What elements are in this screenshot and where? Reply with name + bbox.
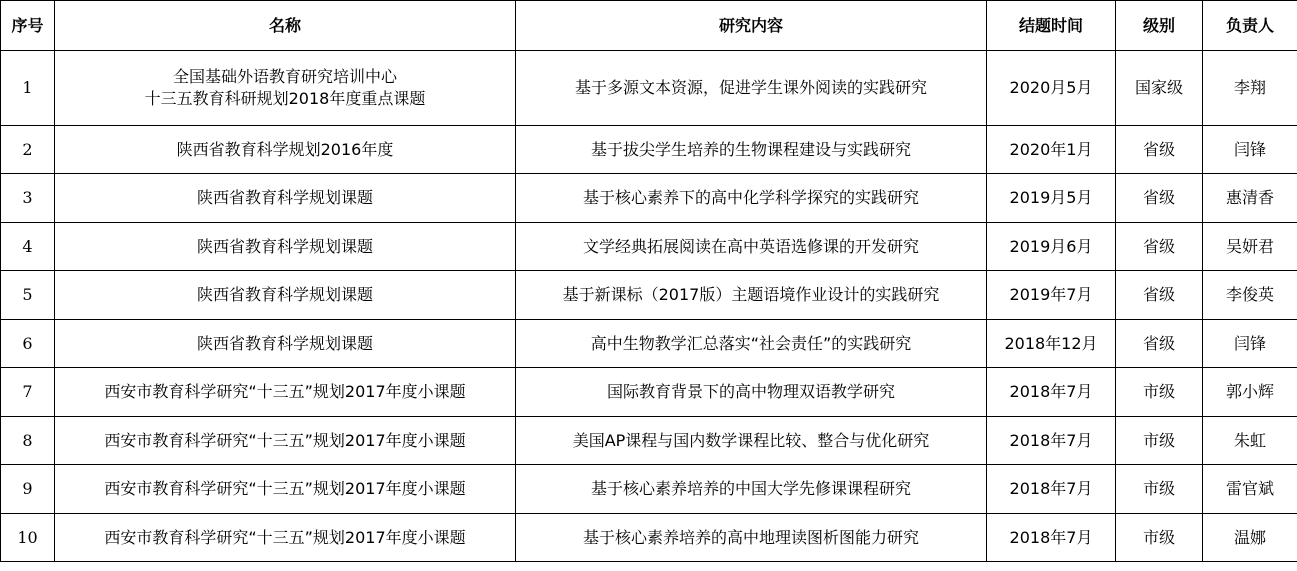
cell-name (55, 368, 516, 417)
cell-date: 2019年7月 (987, 271, 1116, 320)
cell-name (55, 126, 516, 174)
table-row (1, 126, 1297, 174)
cell-date: 2019月6月 (987, 223, 1116, 271)
cell-content: 美国AP课程与国内数学课程比较、整合与优化研究 (516, 417, 987, 465)
cell-index: 9 (1, 465, 55, 514)
cell-owner: 闫锋 (1203, 126, 1297, 174)
cell-name-line: 西安市教育科学研究“十三五”规划2017年度小课题 (104, 479, 466, 498)
cell-level: 省级 (1116, 223, 1203, 271)
cell-content: 基于新课标（2017版）主题语境作业设计的实践研究 (516, 271, 987, 320)
cell-date: 2018年12月 (987, 320, 1116, 368)
table-row (1, 51, 1297, 126)
table-row (1, 320, 1297, 368)
cell-name-line: 陕西省教育科学规划课题 (196, 285, 373, 304)
cell-owner: 李翔 (1203, 51, 1297, 126)
header-content: 研究内容 (516, 1, 987, 51)
table-row (1, 514, 1297, 562)
cell-name (55, 174, 516, 223)
cell-index: 7 (1, 368, 55, 417)
cell-index: 2 (1, 126, 55, 174)
cell-name-line: 西安市教育科学研究“十三五”规划2017年度小课题 (104, 382, 466, 401)
cell-name (55, 465, 516, 514)
cell-content: 国际教育背景下的高中物理双语教学研究 (516, 368, 987, 417)
cell-index: 1 (1, 51, 55, 126)
cell-date: 2018年7月 (987, 368, 1116, 417)
cell-name (55, 223, 516, 271)
cell-level: 国家级 (1116, 51, 1203, 126)
cell-name-line: 全国基础外语教育研究培训中心 (172, 67, 397, 86)
cell-name-line: 陕西省教育科学规划课题 (196, 188, 373, 207)
cell-name-line: 十三五教育科研规划2018年度重点课题 (144, 89, 426, 108)
cell-level: 市级 (1116, 417, 1203, 465)
cell-name-line: 陕西省教育科学规划2016年度 (176, 139, 394, 159)
cell-index: 5 (1, 271, 55, 320)
cell-index: 3 (1, 174, 55, 223)
header-index: 序号 (1, 1, 55, 51)
cell-index: 6 (1, 320, 55, 368)
cell-name-line: 陕西省教育科学规划课题 (196, 236, 373, 256)
cell-content: 基于多源文本资源，促进学生课外阅读的实践研究 (516, 51, 987, 126)
cell-owner: 李俊英 (1203, 271, 1297, 320)
cell-index: 10 (1, 514, 55, 562)
cell-name-line: 西安市教育科学研究“十三五”规划2017年度小课题 (104, 430, 466, 450)
cell-date: 2018年7月 (987, 417, 1116, 465)
cell-date: 2019月5月 (987, 174, 1116, 223)
cell-name-line: 西安市教育科学研究“十三五”规划2017年度小课题 (104, 527, 466, 547)
table-row (1, 223, 1297, 271)
table-row (1, 417, 1297, 465)
cell-owner: 郭小辉 (1203, 368, 1297, 417)
cell-content: 基于核心素养培养的中国大学先修课课程研究 (516, 465, 987, 514)
cell-owner: 雷官斌 (1203, 465, 1297, 514)
table-row (1, 271, 1297, 320)
cell-level: 省级 (1116, 320, 1203, 368)
table-header-row (1, 1, 1297, 51)
cell-name (55, 320, 516, 368)
cell-name-line: 陕西省教育科学规划课题 (196, 333, 373, 353)
cell-level: 省级 (1116, 271, 1203, 320)
cell-level: 市级 (1116, 514, 1203, 562)
cell-owner: 朱虹 (1203, 417, 1297, 465)
header-name: 名称 (55, 1, 516, 51)
cell-content: 高中生物教学汇总落实“社会责任”的实践研究 (516, 320, 987, 368)
table-row (1, 465, 1297, 514)
cell-owner: 温娜 (1203, 514, 1297, 562)
table-row (1, 174, 1297, 223)
cell-owner: 惠清香 (1203, 174, 1297, 223)
cell-name (55, 271, 516, 320)
cell-level: 省级 (1116, 174, 1203, 223)
cell-content: 基于核心素养下的高中化学科学探究的实践研究 (516, 174, 987, 223)
cell-level: 市级 (1116, 465, 1203, 514)
cell-index: 8 (1, 417, 55, 465)
header-date: 结题时间 (987, 1, 1116, 51)
table-row (1, 368, 1297, 417)
cell-date: 2018年7月 (987, 465, 1116, 514)
cell-date: 2020月5月 (987, 51, 1116, 126)
cell-name (55, 417, 516, 465)
cell-owner: 吴妍君 (1203, 223, 1297, 271)
table-body (1, 51, 1297, 562)
cell-content: 基于拔尖学生培养的生物课程建设与实践研究 (516, 126, 987, 174)
cell-level: 省级 (1116, 126, 1203, 174)
cell-content: 文学经典拓展阅读在高中英语选修课的开发研究 (516, 223, 987, 271)
cell-date: 2020年1月 (987, 126, 1116, 174)
header-owner: 负责人 (1203, 1, 1297, 51)
cell-date: 2018年7月 (987, 514, 1116, 562)
cell-owner: 闫锋 (1203, 320, 1297, 368)
cell-index: 4 (1, 223, 55, 271)
cell-level: 市级 (1116, 368, 1203, 417)
cell-name (55, 51, 516, 126)
cell-content: 基于核心素养培养的高中地理读图析图能力研究 (516, 514, 987, 562)
header-level: 级别 (1116, 1, 1203, 51)
cell-name (55, 514, 516, 562)
